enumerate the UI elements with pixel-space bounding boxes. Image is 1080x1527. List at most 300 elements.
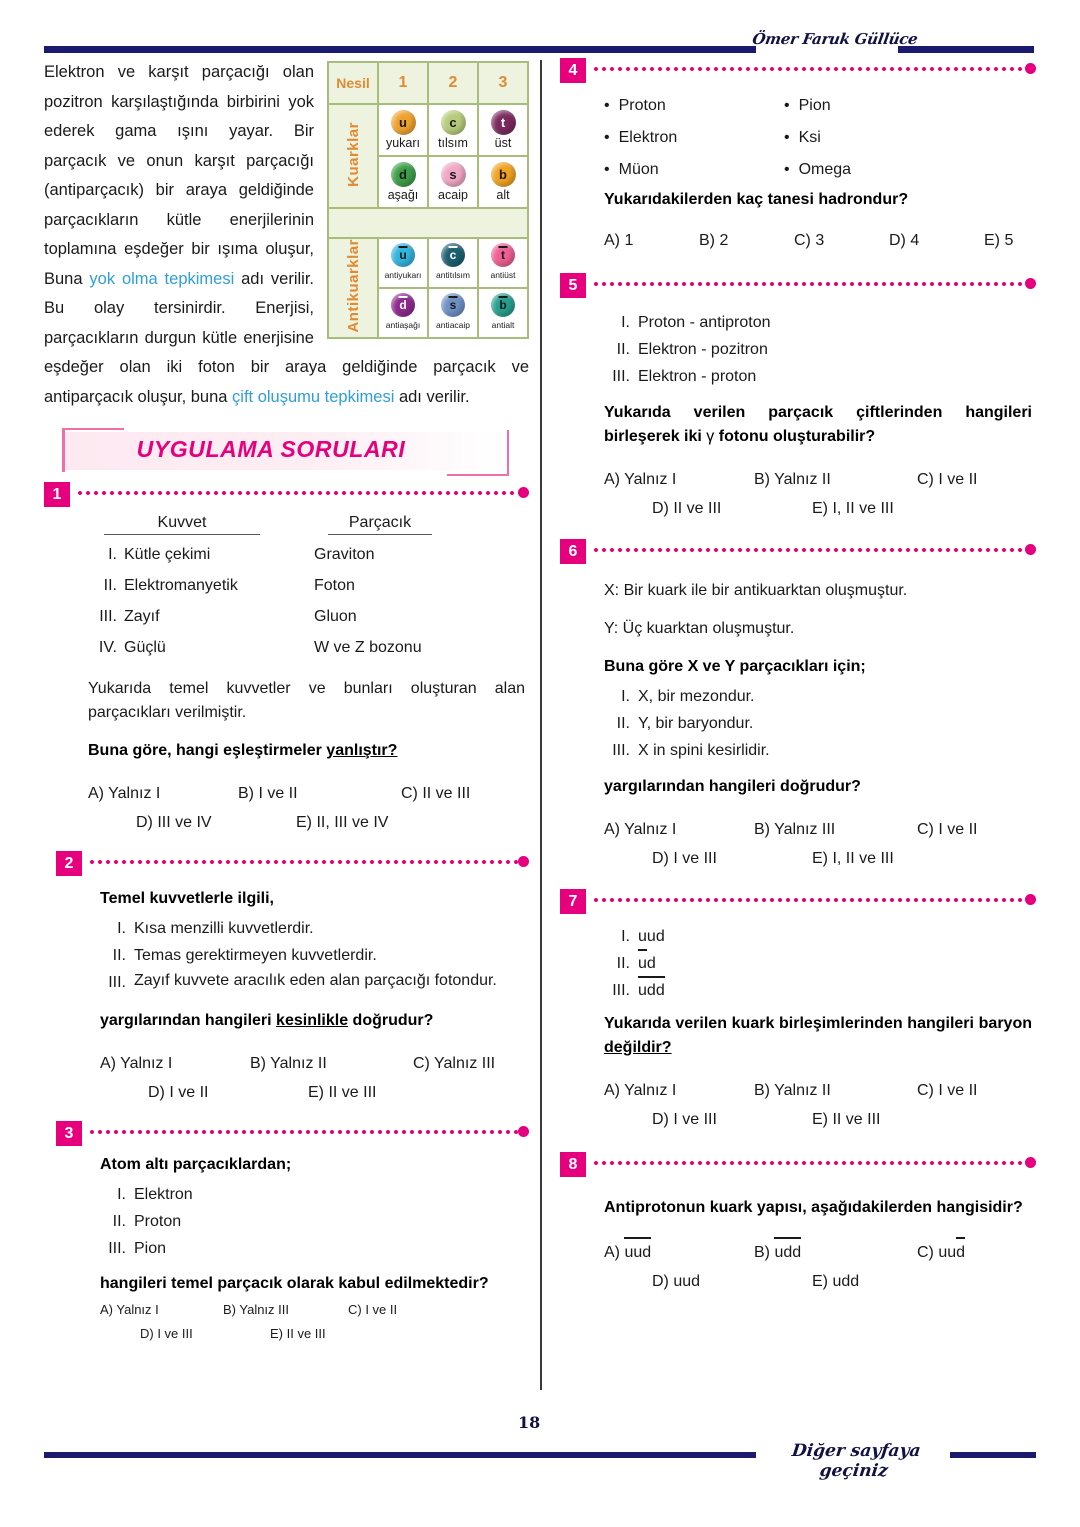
options-row-2 — [604, 1267, 1032, 1296]
item-numeral: II. — [616, 955, 630, 972]
option-b[interactable]: B) Yalnız II — [754, 1082, 831, 1099]
antiquark-letter: d — [647, 977, 656, 1004]
option-a[interactable] — [604, 1238, 754, 1267]
question-6-dotted-line — [592, 548, 1026, 552]
list-item — [604, 950, 1032, 977]
antiquark-name-s: antiacaip — [435, 320, 471, 331]
option-b[interactable]: B) 2 — [699, 232, 729, 249]
item-text: Zayıf kuvvete aracılık eden alan parçacığı fotondur. — [134, 972, 497, 989]
item-text: Pion — [134, 1240, 167, 1257]
question-3-body — [56, 1153, 529, 1346]
item-text: Kısa menzilli kuvvetlerdir. — [134, 920, 314, 937]
list-item — [604, 710, 1032, 737]
question-5-options — [604, 465, 1032, 523]
item-numeral: II. — [112, 947, 126, 964]
item-text: Elektron — [134, 1186, 193, 1203]
quark-letter: u — [832, 1273, 842, 1290]
item-numeral: II. — [616, 341, 630, 358]
antiquark-letter: u — [633, 1238, 642, 1267]
option-b-label: B) — [754, 1244, 770, 1261]
options-row-1 — [100, 1298, 525, 1322]
question-8-body — [560, 1196, 1036, 1296]
antiquark-chip-u: u — [391, 243, 415, 267]
quark-letter: d — [655, 928, 665, 945]
generation-3-header: 3 — [478, 62, 528, 104]
kuarklar-label: Kuarklar — [328, 104, 378, 208]
question-2-number: 2 — [56, 851, 82, 876]
item-numeral: III. — [612, 742, 630, 759]
row-numeral: I. — [108, 546, 117, 563]
options-row-1 — [604, 815, 1032, 844]
question-6-line-x: X: Bir kuark ile bir antikuarktan oluşmuştur. — [604, 582, 908, 599]
quark-cell-s — [428, 156, 478, 208]
stem-underlined: yanlıştır? — [326, 742, 398, 759]
question-5-header — [560, 273, 1036, 299]
list-item — [604, 336, 1032, 363]
question-7-items — [604, 923, 1032, 1004]
item-text: Y, bir baryondur. — [638, 715, 754, 732]
antikuarklar-label: Antikuarklar — [328, 238, 378, 338]
question-1-stem — [88, 739, 525, 763]
question-8-dotted-line — [592, 1161, 1026, 1165]
list-item — [604, 363, 1032, 390]
question-6-body — [560, 579, 1036, 873]
quark-letter: u — [682, 1273, 692, 1290]
item-numeral: III. — [612, 368, 630, 385]
question-5-end-dot — [1025, 278, 1036, 289]
option-d[interactable]: D) I ve III — [140, 1326, 193, 1341]
quark-cell-d — [378, 156, 428, 208]
stem-text: Yukarıda verilen parçacık çiftlerinden hangileri birleşerek iki — [604, 404, 1032, 445]
item-numeral: III. — [612, 982, 630, 999]
page-number: 18 — [518, 1413, 541, 1432]
item-numeral: I. — [621, 314, 630, 331]
row-force: Kütle çekimi — [124, 546, 211, 563]
question-4-end-dot — [1025, 63, 1036, 74]
row-numeral: IV. — [98, 639, 117, 656]
quark-letter: u — [938, 1244, 948, 1261]
question-2-stem-top: Temel kuvvetlerle ilgili, — [100, 890, 274, 907]
quark-table-container — [327, 61, 529, 339]
list-item — [604, 923, 1032, 950]
question-7-dotted-line — [592, 898, 1026, 902]
option-b-quarks — [774, 1244, 801, 1261]
question-8-stem: Antiprotonun kuark yapısı, aşağıdakilerden hangisidir? — [604, 1199, 1023, 1216]
item-numeral: II. — [616, 715, 630, 732]
list-item — [100, 1181, 525, 1208]
antiquark-chip-t: t — [491, 243, 515, 267]
option-b[interactable]: B) Yalnız III — [223, 1302, 289, 1317]
question-6-options — [604, 815, 1032, 873]
option-e-quarks — [832, 1273, 859, 1290]
kuvvet-header: Kuvvet — [104, 514, 260, 535]
question-6-number: 6 — [560, 539, 586, 564]
list-item — [100, 1235, 525, 1262]
question-1-dotted-line — [76, 491, 519, 495]
question-7-body — [560, 923, 1036, 1134]
option-a[interactable]: A) Yalnız I — [604, 471, 677, 488]
options-row-2 — [100, 1322, 525, 1346]
option-d[interactable] — [652, 1267, 812, 1296]
quark-name-s: acaip — [438, 188, 468, 202]
antiquark-letter: d — [792, 1238, 801, 1267]
quark-name-c: tılsım — [438, 136, 468, 150]
antiquark-chip-b: b — [491, 293, 515, 317]
table-row — [88, 539, 525, 570]
list-item — [604, 683, 1032, 710]
page-header — [0, 0, 1080, 52]
item-numeral: III. — [108, 974, 126, 991]
item-quarks — [638, 977, 1032, 1004]
stem-underlined: kesinlikle — [276, 1012, 349, 1029]
header-rule-left — [44, 46, 756, 53]
option-c-label: C) — [917, 1244, 934, 1261]
question-8 — [560, 1152, 1036, 1296]
question-5 — [560, 273, 1036, 523]
list-item — [100, 915, 525, 942]
antiquark-chip-c: c — [441, 243, 465, 267]
table-spacer-row — [328, 208, 528, 238]
question-2-body — [56, 887, 529, 1107]
question-3-dotted-line — [88, 1130, 519, 1134]
item-numeral: II. — [112, 1213, 126, 1230]
quark-name-d: aşağı — [387, 188, 419, 202]
options-row-1 — [604, 465, 1032, 494]
option-e[interactable]: E) II ve III — [270, 1326, 326, 1341]
option-e[interactable]: E) I, II ve III — [812, 850, 894, 867]
parcacik-header: Parçacık — [328, 514, 432, 535]
table-header-row — [328, 62, 528, 104]
nesil-header: Nesil — [328, 62, 378, 104]
question-6-header — [560, 539, 1036, 565]
question-8-end-dot — [1025, 1157, 1036, 1168]
question-5-items — [604, 309, 1032, 390]
question-6-line-y: Y: Üç kuarktan oluşmuştur. — [604, 620, 795, 637]
options-row-1 — [604, 1238, 1032, 1267]
option-a[interactable]: A) 1 — [604, 232, 634, 249]
item-text: Elektron - pozitron — [638, 341, 768, 358]
question-3-header — [56, 1121, 529, 1147]
row-force: Elektromanyetik — [124, 577, 238, 594]
question-1-end-dot — [518, 487, 529, 498]
question-1-body — [44, 514, 529, 837]
option-d[interactable]: D) I ve III — [652, 1111, 717, 1128]
row-particle: Gluon — [314, 608, 357, 625]
option-b[interactable]: B) Yalnız III — [754, 821, 836, 838]
antiquark-cell-c — [428, 238, 478, 288]
question-5-dotted-line — [592, 282, 1026, 286]
option-d[interactable]: D) I ve II — [148, 1084, 209, 1101]
list-item — [100, 969, 525, 996]
question-3-stem-top: Atom altı parçacıklardan; — [100, 1156, 292, 1173]
question-5-body — [560, 309, 1036, 523]
item-numeral: III. — [108, 1240, 126, 1257]
table-row — [88, 570, 525, 601]
quark-row-1 — [328, 104, 528, 156]
footer-rule-left — [44, 1452, 756, 1458]
quark-chip-b: b — [491, 162, 516, 187]
antiquark-name-c: antitılsım — [435, 270, 470, 281]
option-b[interactable] — [754, 1238, 917, 1267]
quark-cell-c — [428, 104, 478, 156]
intro-text-3: adı verilir. — [394, 387, 470, 406]
stem-text: Buna göre, hangi eşleştirmeler — [88, 742, 327, 759]
antiquark-letter: u — [774, 1238, 783, 1267]
antiquark-name-u: antiyukarı — [384, 270, 422, 281]
quark-letter: u — [638, 928, 647, 945]
option-d[interactable]: D) I ve III — [652, 850, 717, 867]
question-1-column-headers — [88, 514, 525, 535]
stem-text: Yukarıda verilen kuark birleşimlerinden hangileri baryon — [604, 1015, 1032, 1032]
question-8-number: 8 — [560, 1152, 586, 1177]
question-4-body — [560, 90, 1036, 255]
quark-cell-t — [478, 104, 528, 156]
quark-name-b: alt — [496, 188, 510, 202]
item-numeral: I. — [621, 928, 630, 945]
antiquark-letter: d — [783, 1238, 792, 1267]
quark-generation-table — [327, 61, 529, 339]
quark-letter: u — [947, 1244, 957, 1261]
question-7-number: 7 — [560, 889, 586, 914]
next-page-notice: Diğer sayfaya geçiniz — [790, 1441, 922, 1481]
option-c[interactable] — [917, 1238, 965, 1267]
intro-text-1: Elektron ve karşıt parçacığı olan pozitron karşılaştığında birbirini yok ederek gama ışını yayar. Bir parçacık ve onun karşıt parçacığı (antiparçacık) bir araya geldiğinde parçacıkların kütle enerjilerinin toplamına eşdeğer bir ışıma oluşur, Buna — [44, 63, 314, 288]
option-a-quarks — [624, 1244, 651, 1261]
quark-letter: d — [646, 955, 656, 972]
question-6-stem-bottom: yargılarından hangileri doğrudur? — [604, 778, 861, 795]
question-6-items — [604, 683, 1032, 764]
gamma-symbol: γ — [706, 428, 715, 445]
list-item: • Müon — [604, 154, 784, 186]
question-4-number: 4 — [560, 58, 586, 83]
bullet-column-2 — [784, 90, 964, 186]
question-1-number: 1 — [44, 482, 70, 507]
question-3-options — [100, 1298, 525, 1346]
item-numeral: I. — [621, 688, 630, 705]
option-d-quarks — [673, 1273, 700, 1290]
options-row-1 — [604, 1076, 1032, 1105]
column-divider — [540, 60, 542, 1390]
options-row-2 — [100, 1078, 525, 1107]
stem-text-end: fotonu oluşturabilir? — [714, 428, 876, 445]
question-8-header — [560, 1152, 1036, 1178]
row-particle: Foton — [314, 577, 355, 594]
quark-chip-s: s — [441, 162, 466, 187]
options-row-1 — [604, 226, 1032, 255]
question-4-bullets — [604, 90, 1032, 186]
option-a[interactable]: A) Yalnız I — [604, 821, 677, 838]
question-4-header — [560, 58, 1036, 84]
right-column — [560, 58, 1036, 1296]
option-c[interactable]: C) I ve II — [348, 1302, 398, 1317]
item-quarks — [638, 923, 1032, 950]
option-a[interactable]: A) Yalnız I — [100, 1302, 159, 1317]
option-a[interactable]: A) Yalnız I — [100, 1055, 173, 1072]
row-force: Güçlü — [124, 639, 166, 656]
question-3-end-dot — [518, 1126, 529, 1137]
option-c[interactable]: C) I ve II — [917, 1082, 978, 1099]
option-e[interactable]: E) II, III ve IV — [296, 814, 389, 831]
question-4-dotted-line — [592, 67, 1026, 71]
row-numeral: II. — [103, 577, 117, 594]
list-item — [604, 737, 1032, 764]
item-quarks — [638, 950, 1032, 977]
question-2 — [56, 851, 529, 1107]
quark-cell-u — [378, 104, 428, 156]
question-7-end-dot — [1025, 894, 1036, 905]
quark-chip-u: u — [391, 110, 416, 135]
question-5-stem — [604, 401, 1032, 449]
option-e[interactable]: E) 5 — [984, 232, 1014, 249]
option-c-quarks — [938, 1244, 965, 1261]
list-item: • Pion — [784, 90, 964, 122]
option-d[interactable]: D) 4 — [889, 232, 920, 249]
option-d-label: D) — [652, 1273, 669, 1290]
item-text: Proton — [134, 1213, 182, 1230]
question-7-options — [604, 1076, 1032, 1134]
option-a[interactable]: A) Yalnız I — [604, 1082, 677, 1099]
option-b[interactable]: B) Yalnız II — [754, 471, 831, 488]
option-d[interactable]: D) II ve III — [652, 500, 722, 517]
stem-text: yargılarından hangileri — [100, 1012, 277, 1029]
question-6-end-dot — [1025, 544, 1036, 555]
question-4-options — [604, 226, 1032, 255]
options-row-2 — [88, 808, 525, 837]
table-row — [88, 632, 525, 663]
question-3-number: 3 — [56, 1121, 82, 1146]
antiquark-cell-s — [428, 288, 478, 338]
option-e[interactable]: E) II ve III — [812, 1111, 881, 1128]
option-b[interactable]: B) Yalnız II — [250, 1055, 327, 1072]
antiquark-cell-d — [378, 288, 428, 338]
quark-letter: d — [850, 1273, 860, 1290]
item-numeral: I. — [117, 1186, 126, 1203]
option-b[interactable]: B) I ve II — [238, 785, 298, 802]
question-5-number: 5 — [560, 273, 586, 298]
quark-letter: d — [841, 1273, 851, 1290]
option-e[interactable]: E) I, II ve III — [812, 500, 894, 517]
stem-underlined: değildir? — [604, 1039, 672, 1056]
option-e[interactable]: E) II ve III — [308, 1084, 377, 1101]
stem-text-end: doğrudur? — [348, 1012, 434, 1029]
list-item — [604, 309, 1032, 336]
antiquark-letter: u — [624, 1238, 633, 1267]
option-c[interactable]: C) I ve II — [917, 471, 978, 488]
item-text: Proton - antiproton — [638, 314, 771, 331]
options-row-2 — [604, 844, 1032, 873]
question-7 — [560, 889, 1036, 1134]
antiquark-letter: d — [656, 977, 665, 1004]
options-row-1 — [100, 1049, 525, 1078]
list-item: • Omega — [784, 154, 964, 186]
quark-name-u: yukarı — [385, 136, 421, 150]
quark-letter: u — [673, 1273, 683, 1290]
antiquark-cell-u — [378, 238, 428, 288]
antiquark-letter: u — [638, 977, 647, 1004]
table-row — [88, 601, 525, 632]
option-a[interactable]: A) Yalnız I — [88, 785, 161, 802]
antiquark-chip-s: s — [441, 293, 465, 317]
antiquark-letter: d — [642, 1238, 651, 1267]
option-c[interactable]: C) II ve III — [401, 785, 471, 802]
question-7-header — [560, 889, 1036, 915]
question-1 — [44, 482, 529, 837]
question-1-note: Yukarıda temel kuvvetler ve bunları oluşturan alan parçacıkları verilmiştir. — [88, 680, 525, 721]
generation-2-header: 2 — [428, 62, 478, 104]
option-c[interactable]: C) Yalnız III — [413, 1055, 496, 1072]
quark-name-t: üst — [494, 136, 512, 150]
question-7-stem — [604, 1012, 1032, 1060]
author-signature: Ömer Faruk Güllüce — [751, 30, 919, 48]
list-item: • Elektron — [604, 122, 784, 154]
antiquark-letter: d — [956, 1238, 965, 1267]
row-force: Zayıf — [124, 608, 160, 625]
question-2-stem-bottom — [100, 1009, 525, 1033]
question-3 — [56, 1121, 529, 1346]
antiquark-cell-t — [478, 238, 528, 288]
question-2-dotted-line — [88, 860, 519, 864]
quark-chip-d: d — [391, 162, 416, 187]
generation-1-header: 1 — [378, 62, 428, 104]
quark-chip-c: c — [441, 110, 466, 135]
quark-cell-b — [478, 156, 528, 208]
option-c[interactable]: C) 3 — [794, 232, 825, 249]
question-3-items — [100, 1181, 525, 1262]
antiquark-row-1 — [328, 238, 528, 288]
row-particle: Graviton — [314, 546, 375, 563]
option-e[interactable] — [812, 1267, 859, 1296]
option-c[interactable]: C) I ve II — [917, 821, 978, 838]
option-d[interactable]: D) III ve IV — [136, 814, 212, 831]
row-numeral: III. — [99, 608, 117, 625]
question-4-stem: Yukarıdakilerden kaç tanesi hadrondur? — [604, 191, 909, 208]
question-2-end-dot — [518, 856, 529, 867]
left-column — [44, 58, 529, 1346]
list-item — [100, 942, 525, 969]
antiquark-cell-b — [478, 288, 528, 338]
item-text: X, bir mezondur. — [638, 688, 755, 705]
antiquark-letter: u — [638, 950, 647, 977]
list-item: • Proton — [604, 90, 784, 122]
antiquark-name-b: antialt — [491, 320, 515, 331]
intro-highlight-2: çift oluşumu tepkimesi — [232, 387, 395, 406]
question-6 — [560, 539, 1036, 873]
question-6-stem-top: Buna göre X ve Y parçacıkları için; — [604, 658, 866, 675]
item-text: X in spini kesirlidir. — [638, 742, 770, 759]
question-1-rows — [88, 539, 525, 663]
antiquark-name-d: antiaşağı — [385, 320, 421, 331]
item-text: Elektron - proton — [638, 368, 757, 385]
question-2-items — [100, 915, 525, 996]
question-8-options — [604, 1238, 1032, 1296]
bullet-column-1 — [604, 90, 784, 186]
quark-letter: d — [691, 1273, 701, 1290]
list-item — [100, 1208, 525, 1235]
list-item: • Ksi — [784, 122, 964, 154]
question-2-header — [56, 851, 529, 877]
question-3-stem-bottom: hangileri temel parçacık olarak kabul edilmektedir? — [100, 1275, 489, 1292]
intro-highlight-1: yok olma tepkimesi — [89, 269, 235, 288]
footer-rule-right — [950, 1452, 1036, 1458]
option-a-label: A) — [604, 1244, 620, 1261]
uygulama-sorulari-banner — [56, 428, 511, 480]
options-row-1 — [88, 779, 525, 808]
question-2-options — [100, 1049, 525, 1107]
question-4 — [560, 58, 1036, 255]
table-spacer — [328, 208, 528, 238]
item-numeral: I. — [117, 920, 126, 937]
item-text: Temas gerektirmeyen kuvvetlerdir. — [134, 947, 377, 964]
